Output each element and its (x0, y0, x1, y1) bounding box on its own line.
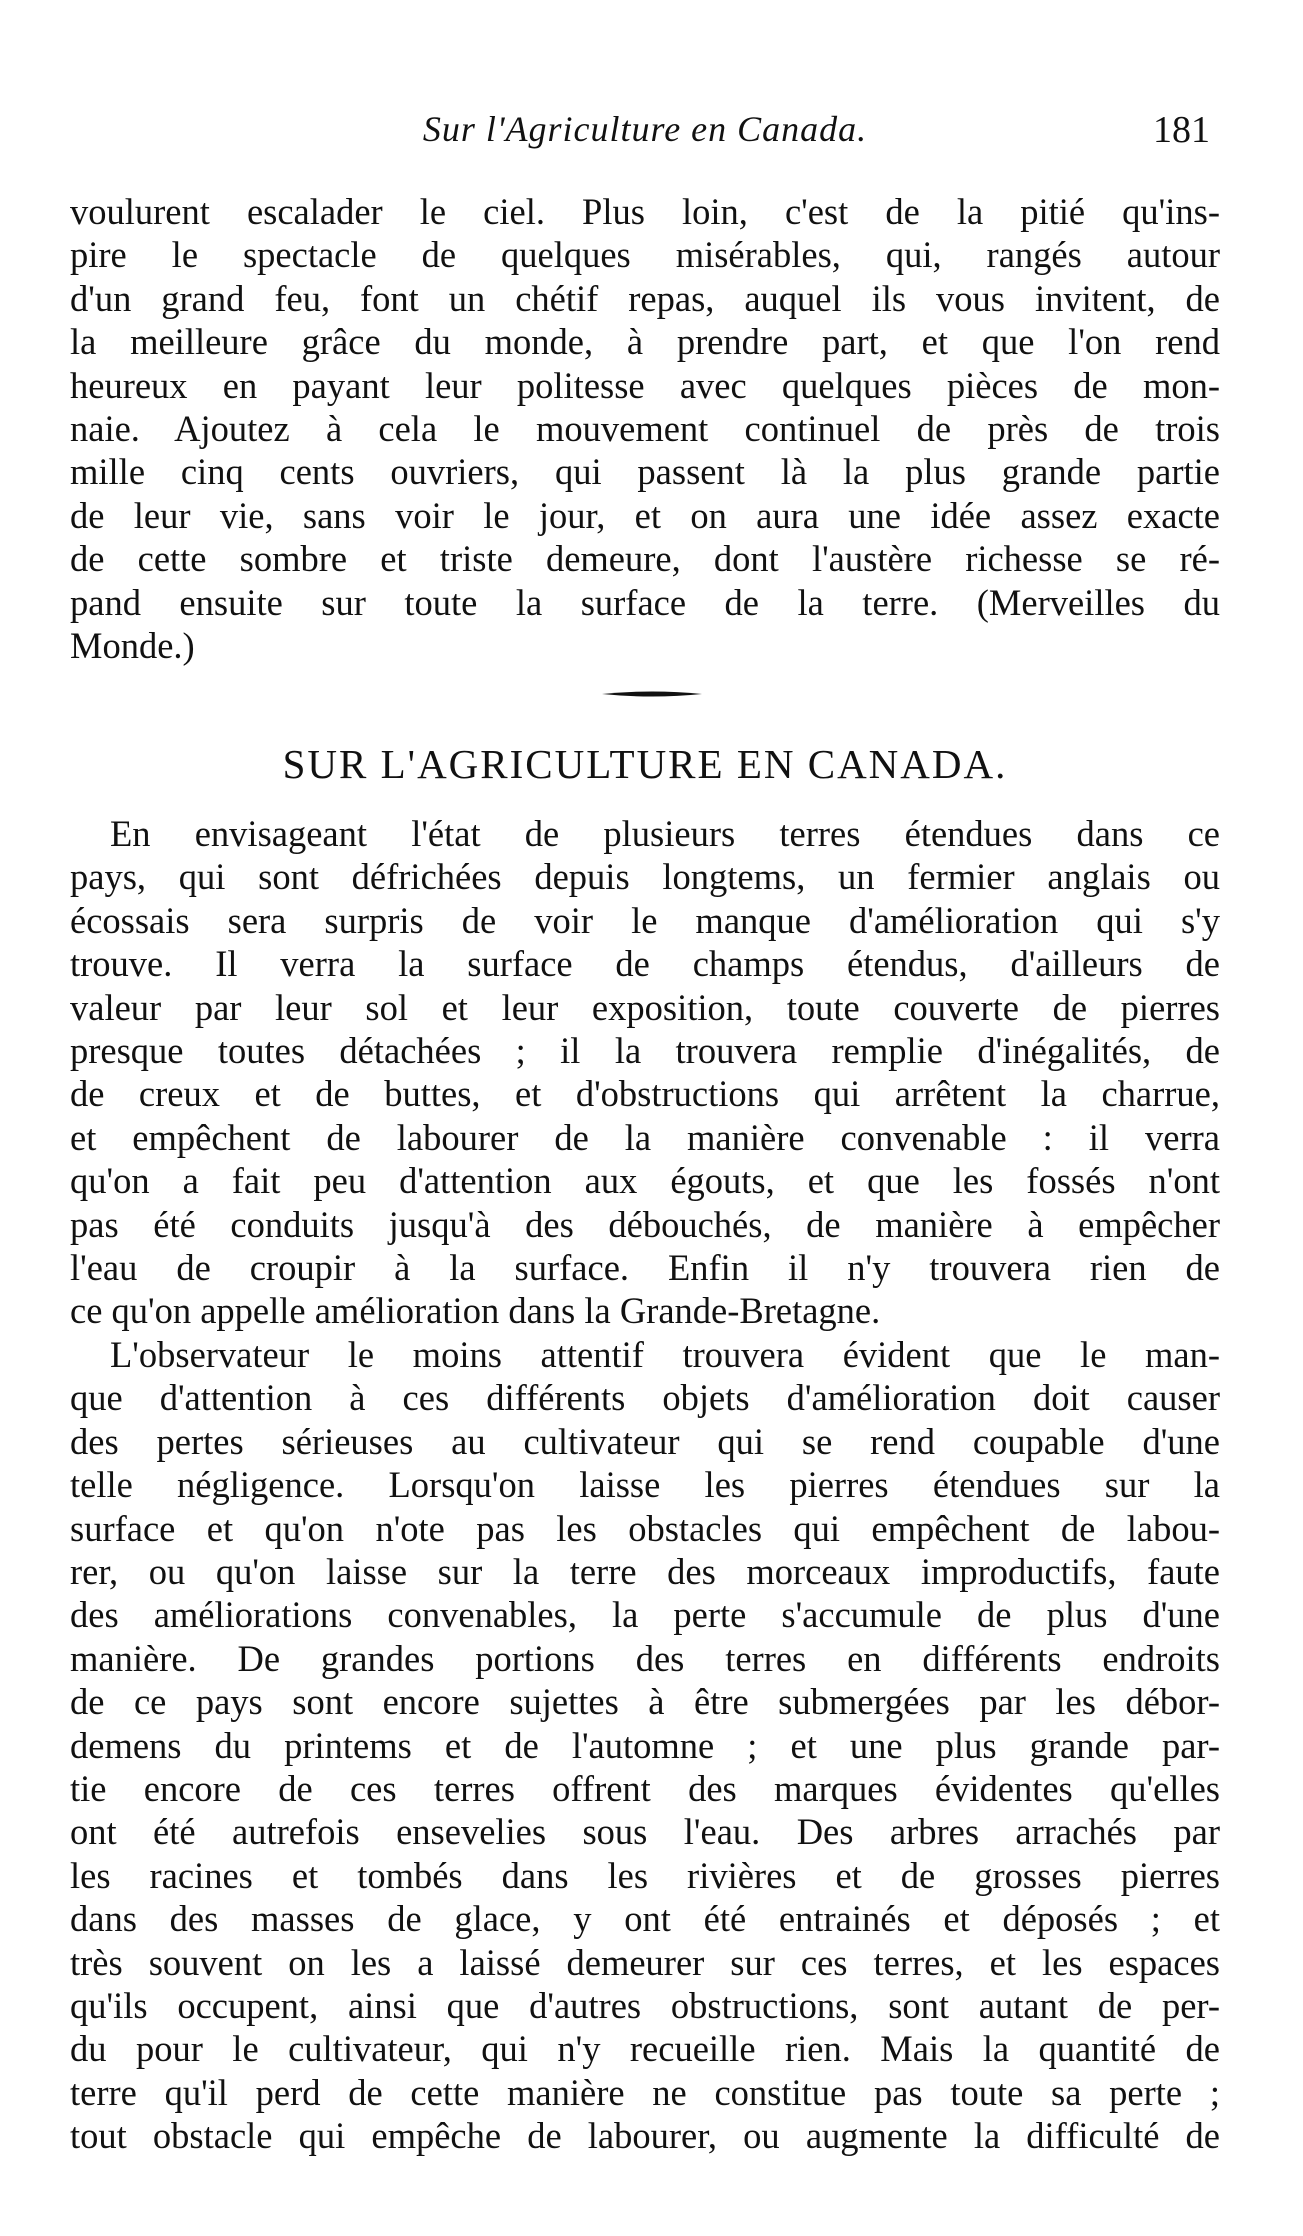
text-line: heureux en payant leur politesse avec quelques pièces de mon- (70, 364, 1220, 406)
text-line: Monde.) (70, 625, 195, 667)
text-line: de leur vie, sans voir le jour, et on aura une idée assez exacte (70, 494, 1220, 536)
text-line: tout obstacle qui empêche de labourer, ou augmente la difficulté de (70, 2115, 1220, 2157)
text-line: de cette sombre et triste demeure, dont l'austère richesse se ré- (70, 538, 1220, 580)
section-title: SUR L'AGRICULTURE EN CANADA. (282, 741, 1008, 787)
text-line: L'observateur le moins attentif trouvera évident que le man- (110, 1333, 1220, 1375)
text-line: mille cinq cents ouvriers, qui passent là la plus grande partie (70, 451, 1220, 493)
text-line: En envisageant l'état de plusieurs terres étendues dans ce (110, 813, 1220, 854)
text-line: des améliorations convenables, la perte s'accumule de plus d'une (70, 1594, 1220, 1636)
text-line: les racines et tombés dans les rivières et de grosses pierres (70, 1854, 1220, 1896)
running-head (70, 108, 1220, 158)
text-line: surface et qu'on n'ote pas les obstacles qui empêchent de labou- (70, 1507, 1220, 1549)
text-line: naie. Ajoutez à cela le mouvement continuel de près de trois (70, 408, 1220, 450)
text-line: rer, ou qu'on laisse sur la terre des morceaux improductifs, faute (70, 1550, 1220, 1592)
preceding-text-block (70, 190, 1220, 667)
text-line: des pertes sérieuses au cultivateur qui se rend coupable d'une (70, 1420, 1220, 1462)
text-line: et empêchent de labourer de la manière convenable : il verra (70, 1116, 1220, 1158)
text-line: pand ensuite sur toute la surface de la terre. (Merveilles du (70, 581, 1220, 623)
text-line: l'eau de croupir à la surface. Enfin il n'y trouvera rien de (70, 1247, 1220, 1289)
text-line: de ce pays sont encore sujettes à être submergées par les débor- (70, 1681, 1220, 1723)
section-separator-ornament (602, 690, 702, 698)
text-line: pire le spectacle de quelques misérables, qui, rangés autour (70, 234, 1220, 276)
text-line: trouve. Il verra la surface de champs étendus, d'ailleurs de (70, 943, 1220, 985)
text-line: que d'attention à ces différents objets d'amélioration doit causer (70, 1377, 1220, 1419)
text-line: presque toutes détachées ; il la trouvera remplie d'inégalités, de (70, 1030, 1220, 1072)
text-line: voulurent escalader le ciel. Plus loin, c'est de la pitié qu'ins- (70, 191, 1220, 232)
text-line: qu'on a fait peu d'attention aux égouts, et que les fossés n'ont (70, 1160, 1220, 1202)
text-line: ce qu'on appelle amélioration dans la Grande-Bretagne. (70, 1290, 881, 1332)
text-line: tie encore de ces terres offrent des marques évidentes qu'elles (70, 1767, 1220, 1809)
text-line: la meilleure grâce du monde, à prendre part, et que l'on rend (70, 321, 1220, 363)
text-line: demens du printems et de l'automne ; et une plus grande par- (70, 1724, 1220, 1766)
section-body (70, 812, 1220, 2158)
text-line: écossais sera surpris de voir le manque d'amélioration qui s'y (70, 899, 1220, 941)
text-line: dans des masses de glace, y ont été entrainés et déposés ; et (70, 1898, 1220, 1940)
page-number: 181 (1153, 109, 1210, 151)
text-line: terre qu'il perd de cette manière ne constitue pas toute sa perte ; (70, 2071, 1220, 2113)
text-line: pas été conduits jusqu'à des débouchés, de manière à empêcher (70, 1203, 1220, 1245)
text-line: de creux et de buttes, et d'obstructions qui arrêtent la charrue, (70, 1073, 1220, 1115)
text-line: du pour le cultivateur, qui n'y recueille rien. Mais la quantité de (70, 2028, 1220, 2070)
text-line: pays, qui sont défrichées depuis longtems, un fermier anglais ou (70, 856, 1220, 898)
text-line: très souvent on les a laissé demeurer sur ces terres, et les espaces (70, 1941, 1220, 1983)
text-line: ont été autrefois ensevelies sous l'eau. Des arbres arrachés par (70, 1811, 1220, 1853)
text-line: telle négligence. Lorsqu'on laisse les pierres étendues sur la (70, 1464, 1220, 1506)
text-line: valeur par leur sol et leur exposition, toute couverte de pierres (70, 986, 1220, 1028)
text-line: d'un grand feu, font un chétif repas, auquel ils vous invitent, de (70, 277, 1220, 319)
running-title: Sur l'Agriculture en Canada. (422, 109, 868, 149)
text-line: qu'ils occupent, ainsi que d'autres obstructions, sont autant de per- (70, 1984, 1220, 2026)
text-line: manière. De grandes portions des terres en différents endroits (70, 1637, 1220, 1679)
